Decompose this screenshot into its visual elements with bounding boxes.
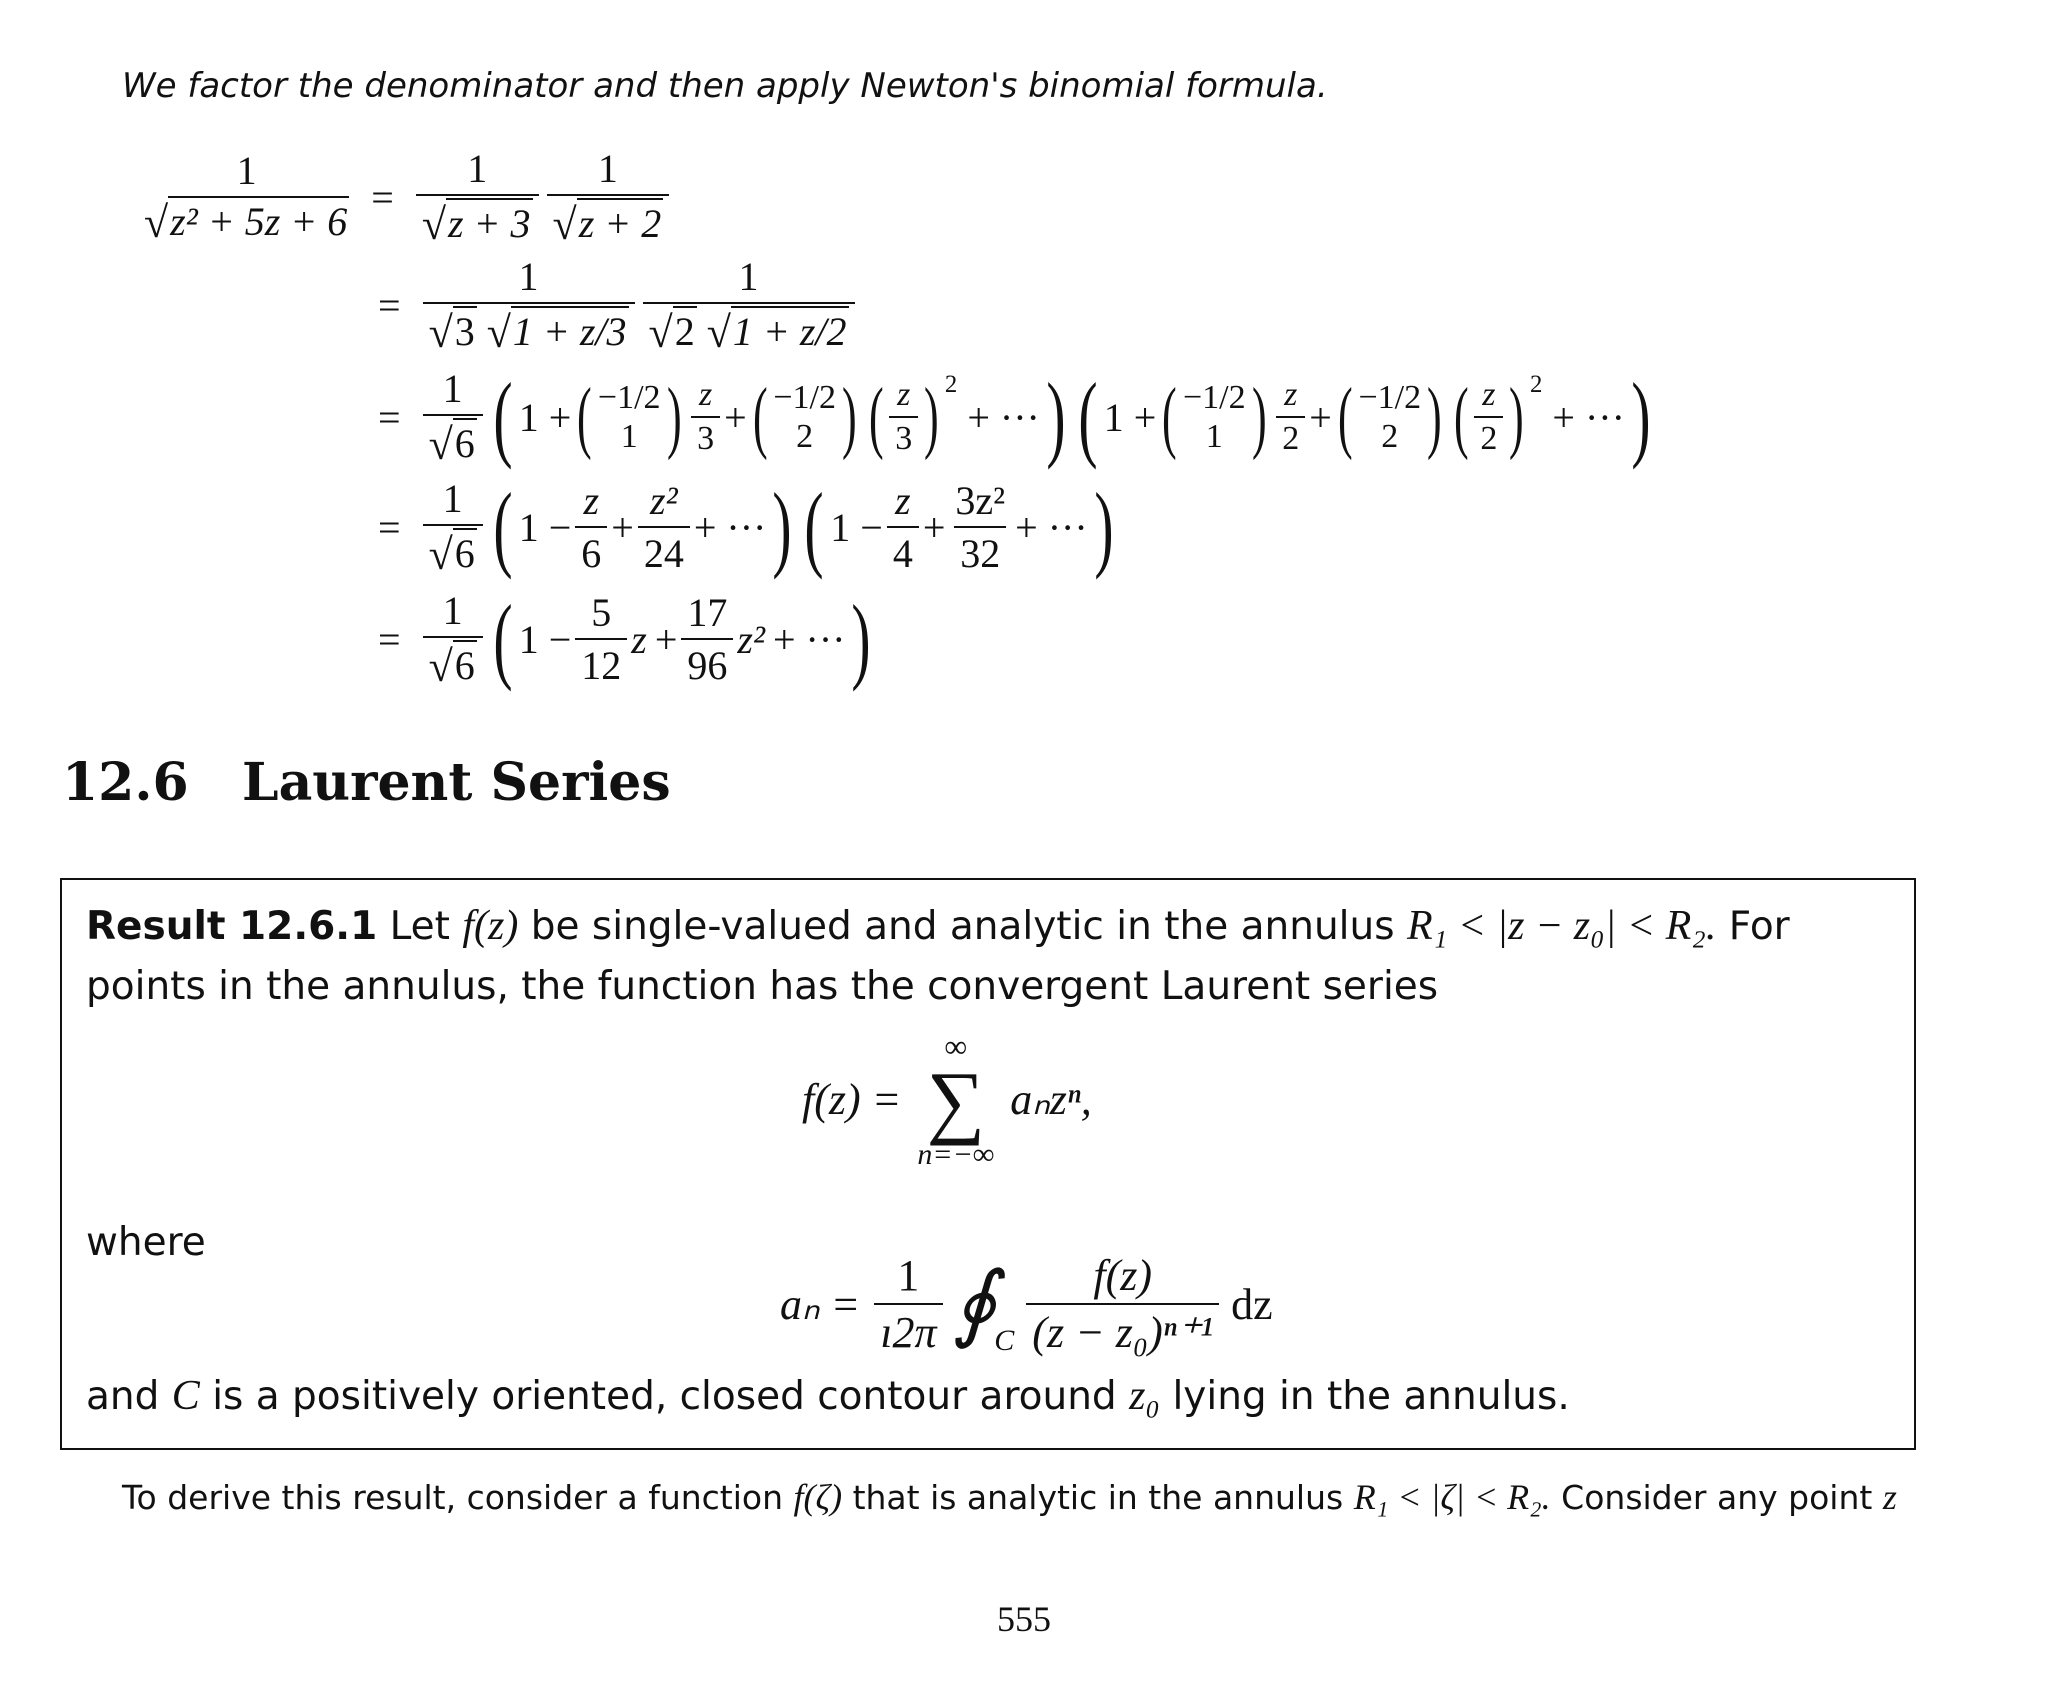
- binomial-coefficient: ( −1/2 2 ): [752, 373, 857, 461]
- where-text: where: [86, 1220, 206, 1265]
- section-number: 12.6: [62, 752, 189, 813]
- equation-row-5: = 1 √ 6 ( 1 − $\frac{5}{12}$ z + $\frac{17}{96}$ z² + ··· ): [378, 585, 872, 692]
- intro-text: We factor the denominator and then apply Newton's binomial formula.: [122, 66, 1328, 106]
- lhs-fraction: 1 √ z² + 5z + 6: [144, 148, 348, 247]
- coefficient-equation: aₙ = $\frac{1}{ı2\pi}$ ∮ C $\frac{f(z)}{\text{(z − z₀)ⁿ⁺¹}}$ dz: [780, 1251, 1273, 1357]
- contour-integral-symbol: ∮: [952, 1257, 997, 1350]
- equation-row-1: 1 √ z² + 5z + 6 = 1 √ z + 3 1 √ z + 2: [140, 145, 673, 249]
- section-title: Laurent Series: [242, 752, 671, 813]
- derivation-equations: [140, 145, 1940, 705]
- summation-symbol: ∞ ∑ n=−∞: [917, 1028, 995, 1171]
- page-number: 555: [997, 1599, 1051, 1639]
- result-box: [60, 878, 1916, 1450]
- result-statement: Result 12.6.1 Let f(z) be single-valued and analytic in the annulus R₁ < |z − z₀| < R₂. For points in the annulus, the function has the convergent Laurent series: [86, 903, 1790, 1009]
- laurent-series-equation: f(z) = ∞ ∑ n=−∞ aₙzⁿ,: [802, 1028, 1092, 1171]
- equation-row-2: = 1 √ 3 √ 1 + z/3 1 √ 2 √ 1 + z/2: [378, 253, 859, 357]
- equation-row-3: = 1 √ 6 ( 1 + ( −1/2 1 ) $\frac{z}{3}$ + ( −1/2 2 ) ( $\frac{z}{3}$ ) $^2$ + ··· ) ( 1 + ( −1/2 1 ) $\frac{z}{2}$ + ( −1/2 2 ) ( $\frac{z}{2}$ ) $^2$ + ··· ): [378, 363, 1651, 470]
- lhs-radicand: z² + 5z + 6: [168, 196, 349, 245]
- contour-description: and C is a positively oriented, closed contour around z₀ lying in the annulus.: [86, 1373, 1570, 1419]
- section-heading: [62, 752, 671, 813]
- result-label: Result 12.6.1: [86, 904, 378, 949]
- equation-row-4: = 1 √ 6 ( 1 − $\frac{z}{6}$ + $\frac{\text{z²}}{24}$ + ··· ) ( 1 − $\frac{z}{4}$ + $\frac{\text{3z²}}{32}$ + ··· ): [378, 473, 1114, 580]
- derivation-paragraph: To derive this result, consider a function f(ζ) that is analytic in the annulus R₁ < |ζ| < R₂. Consider any point z: [122, 1477, 1897, 1517]
- binomial-coefficient: ( −1/2 1 ): [577, 373, 682, 461]
